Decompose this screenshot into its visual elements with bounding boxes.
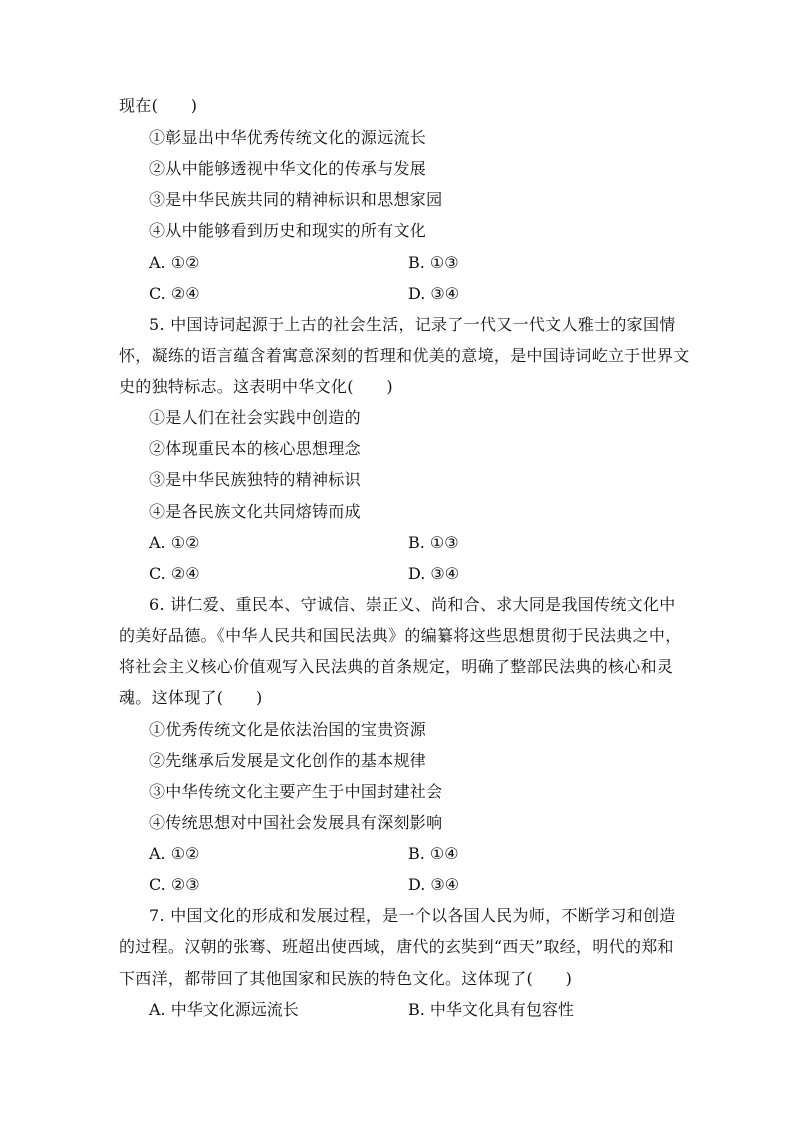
q4-stem-end: 现在( ) — [119, 96, 198, 115]
q6-option-c: C. ②③ — [149, 875, 200, 894]
q4-option-d: D. ③④ — [408, 284, 460, 303]
q6-option-d: D. ③④ — [408, 875, 460, 894]
q4-item-2: ②从中能够透视中华文化的传承与发展 — [149, 159, 427, 178]
q6-item-2: ②先继承后发展是文化创作的基本规律 — [149, 751, 427, 770]
q6-stem-line-3: 将社会主义核心价值观写入民法典的首条规定，明确了整部民法典的核心和灵 — [119, 657, 674, 676]
q4-item-3: ③是中华民族共同的精神标识和思想家园 — [149, 190, 443, 209]
q6-stem-line-1: 6. 讲仁爱、重民本、守诚信、崇正义、尚和合、求大同是我国传统文化中 — [149, 595, 676, 614]
q5-item-3: ③是中华民族独特的精神标识 — [149, 470, 361, 489]
q6-stem-line-4: 魂。这体现了( ) — [119, 688, 263, 707]
q6-stem-line-2: 的美好品德。《中华人民共和国民法典》的编纂将这些思想贯彻于民法典之中， — [119, 626, 682, 645]
q5-item-1: ①是人们在社会实践中创造的 — [149, 408, 361, 427]
q5-option-c: C. ②④ — [149, 564, 200, 583]
q6-option-a: A. ①② — [149, 844, 200, 863]
q6-item-3: ③中华传统文化主要产生于中国封建社会 — [149, 782, 443, 801]
q7-option-b: B. 中华文化具有包容性 — [408, 1000, 574, 1019]
q4-option-c: C. ②④ — [149, 284, 200, 303]
q7-stem-line-1: 7. 中国文化的形成和发展过程，是一个以各国人民为师，不断学习和创造 — [149, 906, 676, 925]
q7-stem-line-3: 下西洋，都带回了其他国家和民族的特色文化。这体现了( ) — [119, 969, 573, 988]
q6-option-b: B. ①④ — [408, 844, 459, 863]
q4-item-1: ①彰显出中华优秀传统文化的源远流长 — [149, 128, 427, 147]
q5-item-2: ②体现重民本的核心思想理念 — [149, 439, 361, 458]
q5-stem-line-3: 史的独特标志。这表明中华文化( ) — [119, 377, 393, 396]
q4-item-4: ④从中能够看到历史和现实的所有文化 — [149, 221, 427, 240]
q4-option-b: B. ①③ — [408, 253, 459, 272]
q7-option-a: A. 中华文化源远流长 — [149, 1000, 299, 1019]
q5-option-b: B. ①③ — [408, 533, 459, 552]
q6-item-4: ④传统思想对中国社会发展具有深刻影响 — [149, 813, 443, 832]
q6-item-1: ①优秀传统文化是依法治国的宝贵资源 — [149, 720, 427, 739]
q5-stem-line-2: 怀，凝练的语言蕴含着寓意深刻的哲理和优美的意境，是中国诗词屹立于世界文 — [119, 346, 690, 365]
q5-item-4: ④是各民族文化共同熔铸而成 — [149, 502, 361, 521]
q4-option-a: A. ①② — [149, 253, 200, 272]
q7-stem-line-2: 的过程。汉朝的张骞、班超出使西域，唐代的玄奘到“西天”取经，明代的郑和 — [119, 937, 674, 956]
q5-option-a: A. ①② — [149, 533, 200, 552]
q5-option-d: D. ③④ — [408, 564, 460, 583]
q5-stem-line-1: 5. 中国诗词起源于上古的社会生活，记录了一代又一代文人雅士的家国情 — [149, 315, 676, 334]
